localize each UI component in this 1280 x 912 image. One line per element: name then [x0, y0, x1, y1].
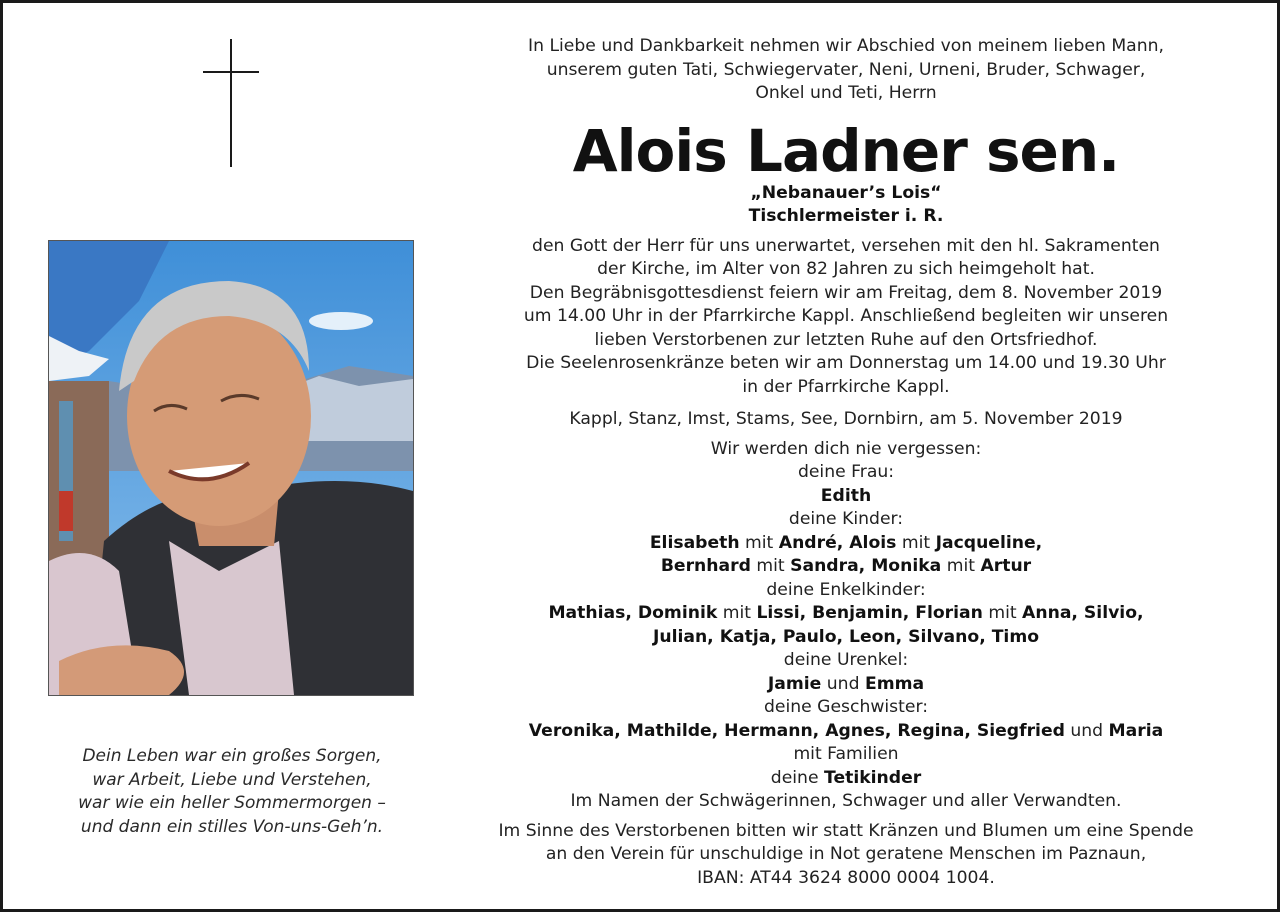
- connector-segment: deine: [770, 767, 824, 788]
- name-segment: Tetikinder: [824, 767, 922, 788]
- connector-segment: mit: [717, 603, 757, 623]
- connector-segment: und: [1064, 720, 1109, 741]
- announcement-line: lieben Verstorbenen zur letzten Ruhe auf den Ortsfriedhof.: [594, 329, 1098, 350]
- name-segment: Maria: [1108, 720, 1164, 741]
- announcement-line: Die Seelenrosenkränze beten wir am Donnerstag um 14.00 und 19.30 Uhr: [526, 353, 1166, 373]
- deceased-nickname: „Nebanauer’s Lois“: [750, 182, 942, 203]
- obituary-text: [455, 35, 1237, 890]
- connector-segment: und: [821, 673, 865, 694]
- announcement-line: den Gott der Herr für uns unerwartet, versehen mit den hl. Sakramenten: [532, 235, 1160, 256]
- name-segment: Emma: [864, 673, 925, 694]
- godchildren-line: [455, 767, 1237, 791]
- place-date: Kappl, Stanz, Imst, Stams, See, Dornbirn, am 5. November 2019: [569, 409, 1123, 429]
- connector-segment: mit: [750, 556, 791, 576]
- grandchildren-label: deine Enkelkinder:: [766, 579, 926, 600]
- poem-line: war Arbeit, Liebe und Verstehen,: [92, 769, 372, 790]
- name-segment: Lissi, Benjamin, Florian: [756, 603, 983, 623]
- name-segment: Mathias, Dominik: [548, 603, 718, 623]
- name-segment: André, Alois: [778, 532, 897, 553]
- greatgrandchildren-line: [455, 673, 1237, 697]
- wife-name: Edith: [820, 485, 872, 506]
- grandchildren-line: Julian, Katja, Paulo, Leon, Silvano, Timo: [652, 626, 1040, 647]
- connector-segment: mit: [982, 603, 1023, 623]
- name-segment: Jacqueline,: [935, 532, 1043, 553]
- greatgrandchildren-label: deine Urenkel:: [783, 650, 909, 670]
- mourners-heading: Wir werden dich nie vergessen:: [710, 438, 982, 459]
- children-line: [455, 555, 1237, 579]
- announcement-line: Den Begräbnisgottesdienst feiern wir am Freitag, dem 8. November 2019: [529, 282, 1163, 303]
- name-segment: Elisabeth: [649, 532, 740, 553]
- poem: [23, 745, 441, 839]
- name-segment: Veronika, Mathilde, Hermann, Agnes, Regina, Siegfried: [528, 720, 1065, 741]
- name-segment: Anna, Silvio,: [1022, 603, 1144, 623]
- name-segment: Jamie: [767, 673, 822, 694]
- grandchildren-line: [455, 602, 1237, 626]
- siblings-label: deine Geschwister:: [763, 697, 929, 717]
- announcement-line: in der Pfarrkirche Kappl.: [742, 376, 950, 397]
- families-line: mit Familien: [793, 744, 899, 764]
- intro-line: Onkel und Teti, Herrn: [755, 83, 937, 103]
- donation-line: Im Sinne des Verstorbenen bitten wir statt Kränzen und Blumen um eine Spende: [498, 820, 1194, 841]
- children-label: deine Kinder:: [788, 509, 904, 529]
- cross-icon: [203, 39, 259, 167]
- connector-segment: mit: [739, 532, 779, 553]
- name-segment: Artur: [980, 556, 1032, 576]
- name-segment: Sandra, Monika: [790, 556, 942, 576]
- name-segment: Bernhard: [660, 556, 751, 576]
- portrait-photo: [48, 240, 414, 696]
- intro-line: unserem guten Tati, Schwiegervater, Neni, Urneni, Bruder, Schwager,: [546, 59, 1146, 80]
- wife-label: deine Frau:: [797, 462, 895, 482]
- connector-segment: mit: [896, 532, 936, 553]
- deceased-name: Alois Ladner sen.: [572, 116, 1120, 185]
- intro-line: In Liebe und Dankbarkeit nehmen wir Abschied von meinem lieben Mann,: [528, 36, 1164, 56]
- poem-line: war wie ein heller Sommermorgen –: [78, 793, 386, 813]
- donation-line: an den Verein für unschuldige in Not geratene Menschen im Paznaun,: [545, 844, 1147, 864]
- poem-line: und dann ein stilles Von-uns-Geh’n.: [80, 816, 384, 837]
- poem-line: Dein Leben war ein großes Sorgen,: [82, 746, 382, 766]
- donation-line: IBAN: AT44 3624 8000 0004 1004.: [697, 867, 995, 888]
- announcement-line: um 14.00 Uhr in der Pfarrkirche Kappl. Anschließend begleiten wir unseren: [523, 306, 1169, 326]
- children-line: [455, 532, 1237, 556]
- deceased-title: Tischlermeister i. R.: [748, 206, 944, 226]
- announcement-line: der Kirche, im Alter von 82 Jahren zu sich heimgeholt hat.: [597, 259, 1095, 279]
- relatives-line: Im Namen der Schwägerinnen, Schwager und aller Verwandten.: [570, 791, 1122, 811]
- siblings-line: [455, 720, 1237, 744]
- connector-segment: mit: [941, 556, 981, 576]
